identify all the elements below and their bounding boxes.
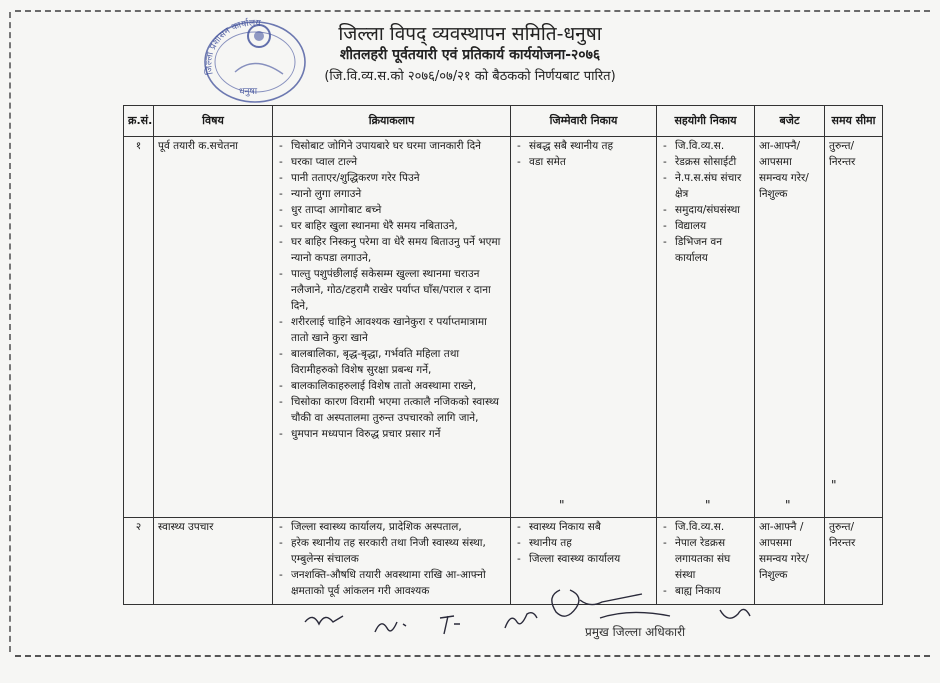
- responsible-item: - संबद्ध सबै स्थानीय तह: [515, 138, 652, 154]
- svg-text:जिल्ला प्रशासन कार्यालय: जिल्ला प्रशासन कार्यालय: [204, 18, 262, 76]
- activity-item: - बालबालिका, बृद्ध-बृद्धा, गर्भवति महिला तथा विरामीहरुको विशेष सुरक्षा प्रबन्ध गर्ने,: [277, 346, 506, 378]
- responsible-item: - स्थानीय तह: [515, 535, 652, 551]
- ditto-mark: ": [559, 498, 565, 512]
- support-item: - जि.वि.व्य.स.: [661, 138, 750, 154]
- activity-item: - बालकालिकाहरुलाई विशेष तातो अवस्थामा राख्ने,: [277, 378, 506, 394]
- activity-item: - हरेक स्थानीय तह सरकारी तथा निजी स्वास्थ्य संस्था, एम्बुलेन्स संचालक: [277, 535, 506, 567]
- support-item: - नेपाल रेडक्रस लगायतका संघ संस्था: [661, 535, 750, 583]
- support-item: - जि.वि.व्य.स.: [661, 519, 750, 535]
- svg-text:धनुषा: धनुषा: [239, 87, 258, 97]
- activity-item: - घर बाहिर खुला स्थानमा धेरै समय नबिताउने,: [277, 218, 506, 234]
- timeline-text: तुरुन्त/निरन्तर: [829, 140, 856, 168]
- responsible-item: - स्वास्थ्य निकाय सबै: [515, 519, 652, 535]
- activity-item: - धुर ताप्दा आगोबाट बच्ने: [277, 202, 506, 218]
- activity-item: - धुमपान मध्यपान विरुद्ध प्रचार प्रसार गर्ने: [277, 426, 506, 442]
- activity-item: - शरीरलाई चाहिने आवश्यक खानेकुरा र पर्याप्तमात्रामा तातो खाने कुरा खाने: [277, 314, 506, 346]
- activity-item: - जनशक्ति-औषधि तयारी अवस्थामा राखि आ-आफ्नो क्षमताको पूर्व आंकलन गरी आवश्यक: [277, 567, 506, 599]
- ditto-mark: ": [831, 478, 837, 492]
- header-support: सहयोगी निकाय: [657, 106, 755, 137]
- responsible-item: - जिल्ला स्वास्थ्य कार्यालय: [515, 551, 652, 567]
- committee-title: जिल्ला विपद् व्यवस्थापन समिति-धनुषा: [338, 23, 602, 45]
- activity-item: - घरका प्वाल टाल्ने: [277, 154, 506, 170]
- table-row: [124, 137, 883, 518]
- header-sn: क्र.सं.: [124, 106, 154, 137]
- signatory-title: प्रमुख जिल्ला अधिकारी: [585, 625, 686, 639]
- row-sn: २: [124, 518, 154, 605]
- row-responsible: [511, 137, 657, 518]
- responsible-item: - वडा समेत: [515, 154, 652, 170]
- header-activity: क्रियाकलाप: [273, 106, 511, 137]
- ditto-mark: ": [785, 498, 791, 512]
- activity-item: - चिसोका कारण विरामी भएमा तत्कालै नजिकको स्वास्थ्य चौकी वा अस्पतालमा तुरुन्त उपचारको लागि जाने,: [277, 394, 506, 426]
- row-budget: आ-आफ्नै / आपसमा समन्वय गरेर/ निशुल्क: [755, 518, 825, 605]
- support-item: - रेडक्रस सोसाईटी: [661, 154, 750, 170]
- row-subject: स्वास्थ्य उपचार: [154, 518, 273, 605]
- perforation-top: [15, 10, 930, 12]
- row-timeline: [825, 137, 883, 518]
- row-support: [657, 137, 755, 518]
- support-item: - ने.प.स.संघ संचार क्षेत्र: [661, 170, 750, 202]
- budget-text: आ-आफ्नै/ आपसमा समन्वय गरेर/ निशुल्क: [759, 140, 809, 200]
- activity-item: - जिल्ला स्वास्थ्य कार्यालय, प्रादेशिक अस्पताल,: [277, 519, 506, 535]
- support-item: - विद्यालय: [661, 218, 750, 234]
- header-responsible: जिम्मेवारी निकाय: [511, 106, 657, 137]
- activity-item: - घर बाहिर निस्कनु परेमा वा धेरै समय बिताउनु पर्ने भएमा न्यानो कपडा लगाउने,: [277, 234, 506, 266]
- plan-title: शीतलहरी पूर्वतयारी एवं प्रतिकार्य कार्ययोजना-२०७६: [339, 47, 601, 63]
- row-sn: १: [124, 137, 154, 518]
- table-header-row: [124, 106, 883, 137]
- perforation-bottom: [15, 655, 930, 657]
- row-activities: [273, 137, 511, 518]
- header-budget: बजेट: [755, 106, 825, 137]
- perforation-left: [9, 12, 11, 652]
- header-subject: विषय: [154, 106, 273, 137]
- activity-item: - पानी तताएर/शुद्धिकरण गरेर पिउने: [277, 170, 506, 186]
- ditto-mark: ": [705, 498, 711, 512]
- support-item: - बाह्य निकाय: [661, 583, 750, 599]
- approval-note: (जि.वि.व्य.स.को २०७६/०७/२१ को बैठकको निर्णयबाट पारित): [324, 69, 616, 84]
- row-budget: [755, 137, 825, 518]
- row-timeline: तुरुन्त/निरन्तर: [825, 518, 883, 605]
- action-plan-table: [123, 105, 883, 605]
- support-item: - समुदाय/संघसंस्था: [661, 202, 750, 218]
- activity-item: - न्यानो लुगा लगाउने: [277, 186, 506, 202]
- activity-item: - पाल्तु पशुपंछीलाई सकेसम्म खुल्ला स्थानमा चराउन नलैजाने, गोठ/टहरामै राखेर पर्याप्त घाँस/पराल र दाना दिने,: [277, 266, 506, 314]
- signature-area: [0, 570, 940, 650]
- header-timeline: समय सीमा: [825, 106, 883, 137]
- support-item: - डिभिजन वन कार्यालय: [661, 234, 750, 266]
- row-subject: पूर्व तयारी क.सचेतना: [154, 137, 273, 518]
- activity-item: - चिसोबाट जोगिने उपायबारे घर घरमा जानकारी दिने: [277, 138, 506, 154]
